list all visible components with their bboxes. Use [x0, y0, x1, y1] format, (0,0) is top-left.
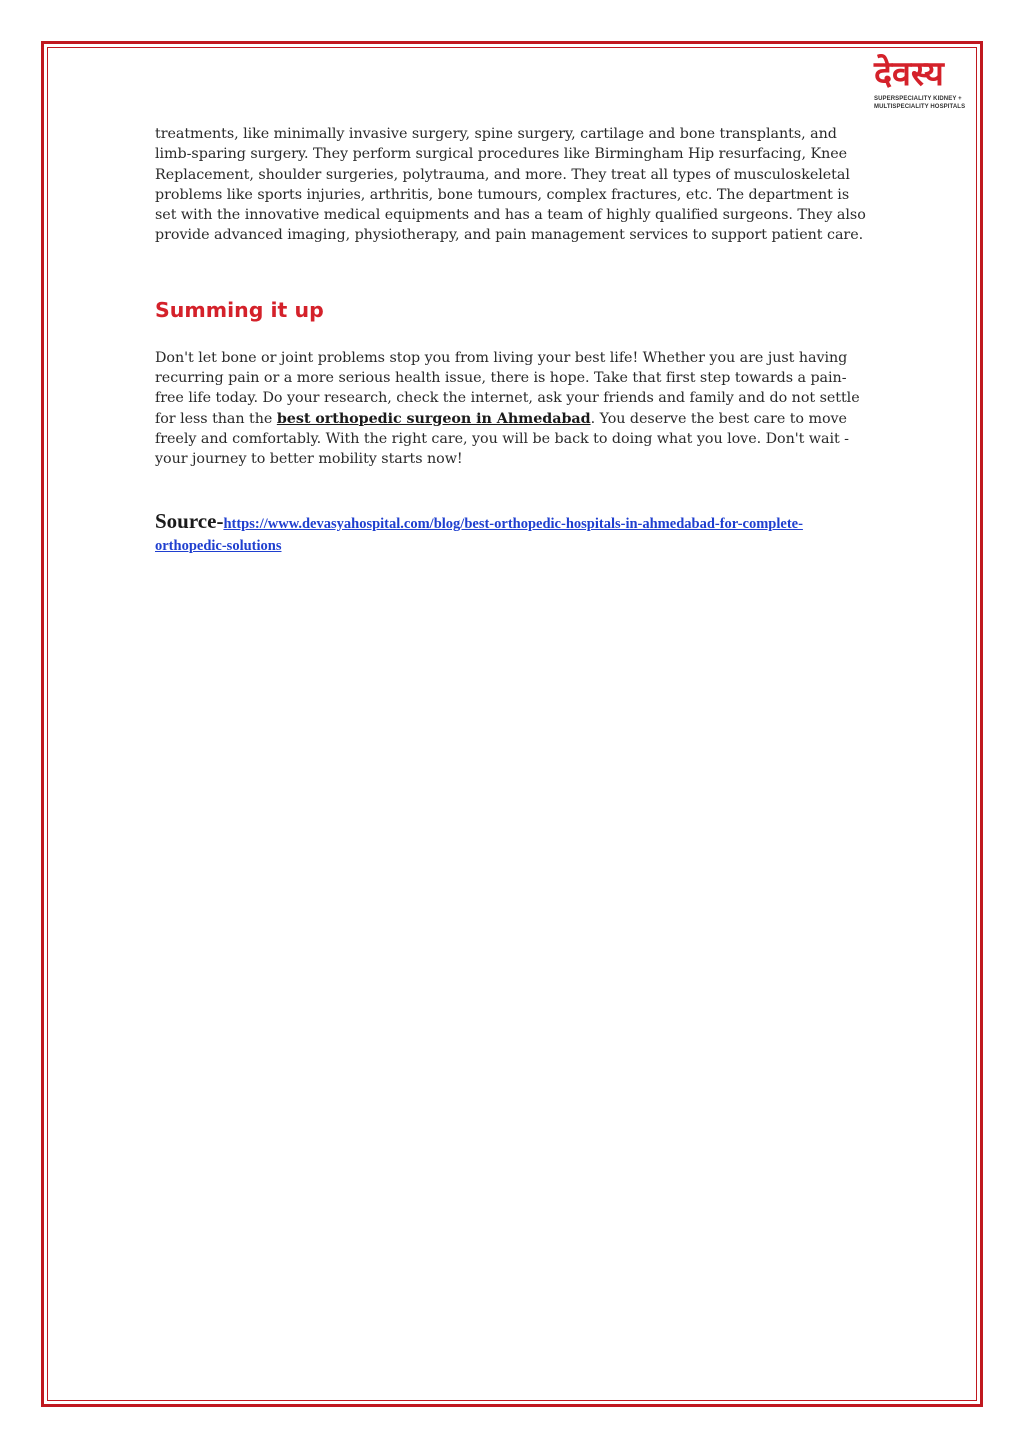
document-body — [155, 124, 871, 557]
source-label: Source- — [155, 508, 224, 533]
orthopedic-surgeon-link[interactable]: best orthopedic surgeon in Ahmedabad — [276, 410, 591, 427]
hospital-logo — [840, 56, 970, 118]
summary-heading: Summing it up — [155, 297, 324, 322]
intro-paragraph: treatments, like minimally invasive surgery, spine surgery, cartilage and bone transplants, and limb-sparing surgery. They perform surgical procedures like Birmingham Hip resurfacing, Knee Replacement, shoulder surgeries, polytrauma, and more. They treat all types of musculoskeletal problems like sports injuries, arthritis, bone tumours, complex fractures, etc. The department is set with the innovative medical equipments and has a team of highly qualified surgeons. They also provide advanced imaging, physiotherapy, and pain management services to support patient care. — [155, 126, 866, 244]
logo-tagline-line1: SUPERSPECIALITY KIDNEY + — [874, 96, 962, 102]
summary-text-after-link: . You deserve the best care to move freely and comfortably. With the right care, you will be back to doing what you love. Don't wait - your journey to better mobility starts now! — [155, 410, 849, 468]
logo-wordmark: देवस्य — [874, 54, 944, 94]
source-line — [155, 510, 871, 557]
summary-text-before-link: Don't let bone or joint problems stop you from living your best life! Whether you are just having recurring pain or a more serious health issue, there is hope. Take that first step towards a pain-free life today. Do your research, check the internet, ask your friends and family and do not settle for less than the — [155, 349, 860, 427]
source-url-link[interactable]: https://www.devasyahospital.com/blog/best-orthopedic-hospitals-in-ahmedabad-for-complete-orthopedic-solutions — [155, 515, 803, 554]
summary-paragraph — [155, 348, 871, 470]
logo-tagline-line2: MULTISPECIALITY HOSPITALS — [874, 104, 966, 110]
